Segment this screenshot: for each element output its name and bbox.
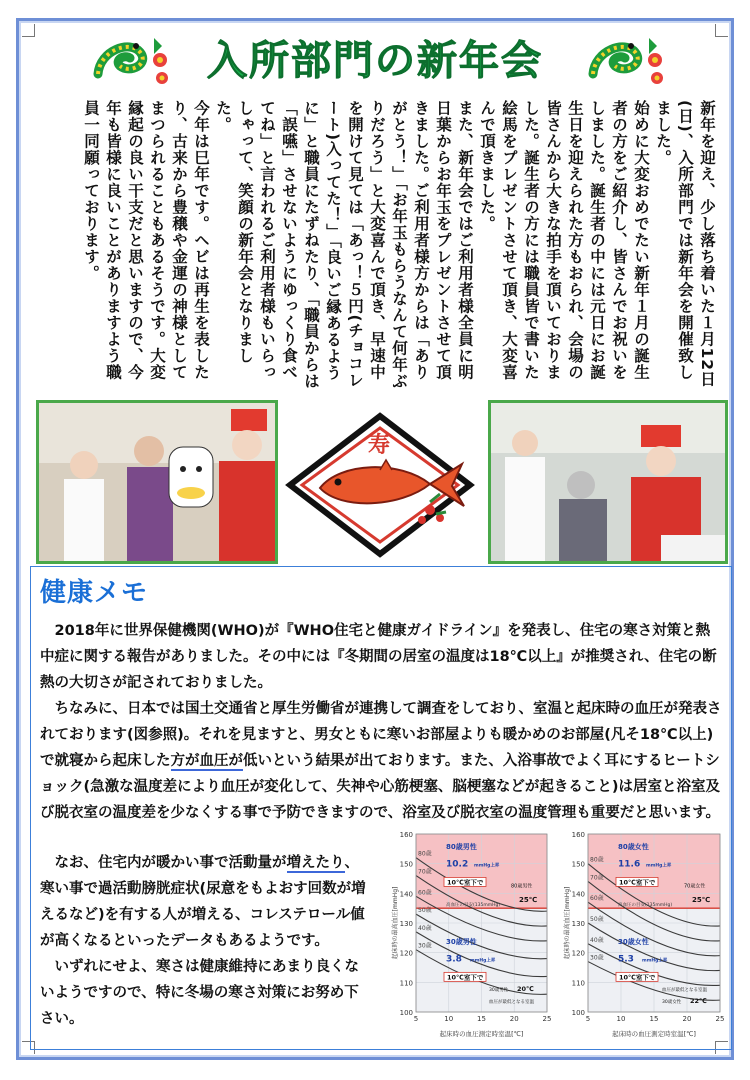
x-tick-label: 25 <box>542 1015 552 1023</box>
snake-left-icon <box>90 30 170 90</box>
article-paragraph: また、新年会ではご利用者様全員に明日葉からお年玉をプレゼントさせて頂きました。ご利用者様方からは「ありがとう！」「お年玉もらうなんて何年ぶりだろう」と大変喜んで頂き、早速中を開けて見ては「あっ！５円(チョコレート)入ってた！」「良いご縁あるように」と職員にたずねたり、「職員からは「誤嚥」させないようにゆっくり食べてね」と言われるご利用者様もいらっしゃって、笑顔の新年会となりました。 <box>214 100 474 390</box>
kotobuki-kanji: 寿 <box>368 433 391 458</box>
series-label: 30歳 <box>590 954 604 962</box>
annotation-text: 10℃室下で <box>619 973 656 982</box>
annotation-text: 30歳女性 <box>618 937 649 946</box>
x-tick-label: 25 <box>715 1015 725 1023</box>
annotation-text: 30歳男性 <box>489 988 509 994</box>
health-memo-body <box>40 618 724 826</box>
annotation-text: mmHg上昇 <box>470 958 496 964</box>
y-axis-label: 起床時の最高血圧[mmHg] <box>564 886 571 960</box>
article-paragraph: 始めに大変おめでたい新年１月の誕生者の方をご紹介し、皆さんでお祝いをしました。誕生者の中には元日にお誕生日を迎えられた方もおられ、会場の皆さんから大きな拍手を頂いておりました。誕生者の方には職員皆で書いた絵馬をプレゼントさせて頂き、大変喜んで頂きました。 <box>478 100 650 381</box>
annotation-text: 血圧が最低となる室温 <box>662 988 707 994</box>
threshold-label: 高血圧の目安(135mmHg) <box>618 903 673 909</box>
blood-pressure-chart-male <box>388 828 553 1040</box>
memo-paragraph-3: なお、住宅内が暖かい事で活動量が増えたり、寒い事で過活動膀胱症状(尿意をもよおす回数が増えるなど)を有する人が増える、コレステロール値が高くなるといったデータもあるようです。 <box>40 855 366 949</box>
series-label: 60歳 <box>418 889 432 897</box>
series-label: 70歳 <box>418 868 432 876</box>
series-label: 60歳 <box>590 895 604 903</box>
y-tick-label: 100 <box>571 1009 585 1017</box>
annotation-text: 80歳女性 <box>618 842 649 851</box>
article-paragraph: 新年を迎え、少し落ち着いた１月12日(日)、入所部門では新年会を開催致しました。 <box>654 100 716 388</box>
annotation-text: mmHg上昇 <box>646 863 672 869</box>
x-tick-label: 5 <box>413 1015 419 1023</box>
y-tick-label: 160 <box>571 831 585 839</box>
annotation-text: 11.6 <box>618 859 641 870</box>
annotation-text: 25℃ <box>519 896 538 905</box>
memo-paragraph-4: いずれにせよ、寒さは健康維持にあまり良くないようですので、特に冬場の寒さ対策にお努め下さい。 <box>40 959 359 1027</box>
annotation-text: mmHg上昇 <box>474 863 500 869</box>
x-tick-label: 20 <box>509 1015 519 1023</box>
y-tick-label: 150 <box>571 860 585 869</box>
y-tick-label: 130 <box>571 920 585 928</box>
vertical-article <box>40 100 718 390</box>
threshold-label: 高血圧の目安(135mmHg) <box>446 903 501 909</box>
annotation-text: 10.2 <box>446 859 469 870</box>
annotation-text: 70歳女性 <box>684 883 706 890</box>
health-memo-left-column <box>40 850 370 1032</box>
x-tick-label: 15 <box>477 1015 486 1023</box>
annotation-text: 5.3 <box>618 954 634 965</box>
x-tick-label: 15 <box>649 1015 659 1023</box>
x-tick-label: 5 <box>585 1015 591 1023</box>
y-tick-label: 150 <box>399 860 413 869</box>
series-label: 50歳 <box>418 907 432 915</box>
health-memo-title: 健康メモ <box>40 578 149 608</box>
annotation-text: 30歳男性 <box>446 937 477 946</box>
y-tick-label: 110 <box>571 979 585 988</box>
series-label: 40歳 <box>418 924 432 932</box>
x-axis-label: 起床時の血圧測定時室温[℃] <box>439 1030 524 1038</box>
series-label: 70歳 <box>590 874 604 882</box>
series-label: 80歳 <box>590 856 604 864</box>
snake-right-icon <box>585 30 665 90</box>
event-photo-right <box>488 400 728 564</box>
y-tick-label: 100 <box>399 1009 413 1017</box>
series-label: 50歳 <box>590 916 604 923</box>
annotation-text: 10℃室下で <box>447 973 484 982</box>
y-tick-label: 140 <box>399 890 413 899</box>
y-tick-label: 160 <box>399 831 413 839</box>
article-paragraph: 今年は巳年です。ヘビは再生を表したり、古来から豊穣や金運の神様としてまつられることもあるそうです。大変縁起の良い干支だと思いますので、今年も皆様に良いことがありますよう職員一同願っております。 <box>82 100 210 381</box>
annotation-text: 3.8 <box>446 954 462 965</box>
memo-paragraph-1: 2018年に世界保健機関(WHO)が『WHO住宅と健康ガイドライン』を発表し、住宅の寒さ対策と熱中症に関する報告がありました。その中には『冬期間の居室の温度は18℃以上』が推奨され、住宅の断熱の大切さが記されておりました。 <box>40 623 717 691</box>
annotation-text: 80歳男性 <box>511 883 533 890</box>
x-tick-label: 10 <box>616 1015 626 1023</box>
y-axis-label: 起床時の最高血圧[mmHg] <box>392 886 399 960</box>
sea-bream-emblem <box>280 410 480 560</box>
blood-pressure-chart-female <box>560 828 726 1040</box>
crop-mark <box>22 24 35 37</box>
annotation-text: 10℃室下で <box>447 878 484 887</box>
x-axis-label: 起床時の血圧測定時室温[℃] <box>612 1030 696 1038</box>
x-tick-label: 10 <box>444 1015 454 1023</box>
series-label: 30歳 <box>418 942 432 950</box>
y-tick-label: 130 <box>399 920 413 928</box>
series-label: 80歳 <box>418 850 432 858</box>
y-tick-label: 120 <box>399 949 413 958</box>
crop-mark <box>715 24 728 37</box>
annotation-text: 80歳男性 <box>446 842 477 851</box>
x-tick-label: 20 <box>682 1015 692 1023</box>
y-tick-label: 110 <box>399 979 413 988</box>
event-photo-left <box>36 400 278 564</box>
annotation-text: 22℃ <box>690 997 707 1006</box>
y-tick-label: 120 <box>571 949 585 958</box>
annotation-text: 20℃ <box>517 985 534 994</box>
page-title: 入所部門の新年会 <box>207 38 543 84</box>
annotation-text: mmHg上昇 <box>642 958 668 964</box>
series-label: 40歳 <box>590 936 604 944</box>
memo-paragraph-2: ちなみに、日本では国土交通省と厚生労働省が連携して調査をしており、室温と起床時の血圧が発表されております(図参照)。それを見ますと、男女ともに寒いお部屋よりも暖かめのお部屋(凡そ18℃以上)で就寝から起床した方が血圧が低いという結果が出ております。また、入浴事故でよく耳にするヒートショック(急激な温度差により血圧が変化して、失神や心筋梗塞、脳梗塞などが起きること)は居室と浴室及び脱衣室の温度差を少なくする事で予防できますので、浴室及び脱衣室の温度管理も重要だと思います。 <box>40 701 722 821</box>
annotation-text: 血圧が最低となる室温 <box>489 1000 534 1006</box>
annotation-text: 30歳女性 <box>662 1000 682 1006</box>
annotation-text: 25℃ <box>692 896 711 905</box>
annotation-text: 10℃室下で <box>619 878 656 887</box>
y-tick-label: 140 <box>571 890 585 899</box>
